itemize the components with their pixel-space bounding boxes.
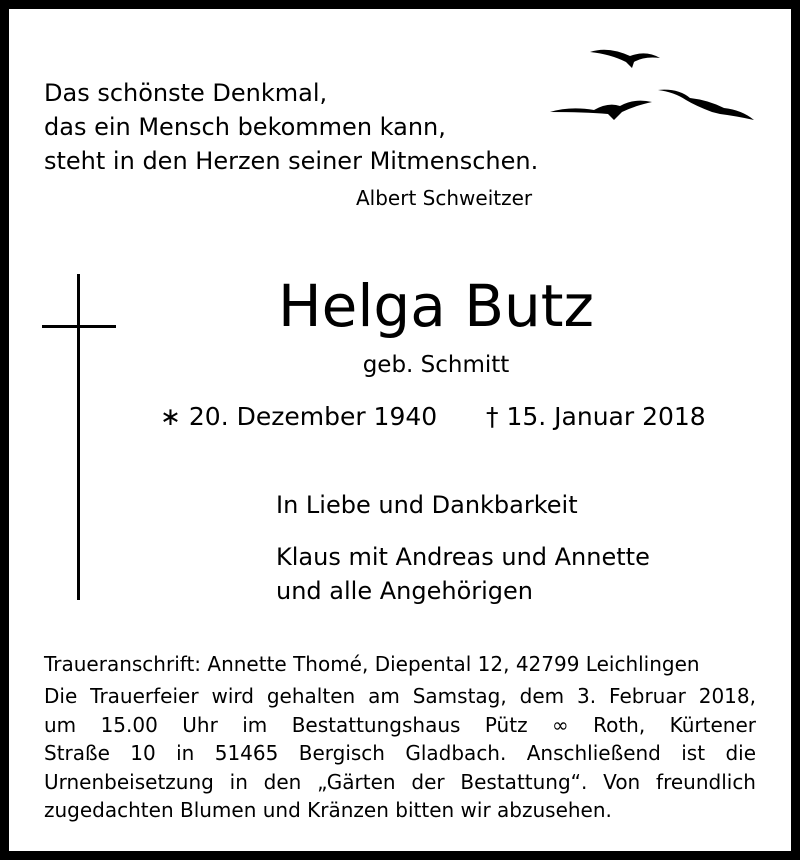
quote-line: Das schönste Denkmal,: [44, 79, 328, 107]
family-line: Klaus mit Andreas und Annette: [276, 543, 650, 571]
quote-line: steht in den Herzen seiner Mitmenschen.: [44, 147, 539, 175]
ceremony-line: um 15.00 Uhr im Bestattungshaus Pütz ∞ Roth, Kürtener: [44, 712, 756, 737]
ceremony-details: [44, 682, 756, 825]
bird-top: [590, 50, 660, 68]
quote: [44, 76, 538, 178]
deceased-name: Helga Butz: [278, 272, 594, 340]
quote-line: das ein Mensch bekommen kann,: [44, 113, 446, 141]
bird-left: [550, 101, 652, 120]
thanks-line: In Liebe und Dankbarkeit: [276, 491, 578, 519]
mourning-address: Traueranschrift: Annette Thomé, Diepental 12, 42799 Leichlingen: [44, 652, 700, 676]
birth-date: ∗ 20. Dezember 1940: [160, 402, 438, 431]
bird-right: [658, 90, 754, 120]
ceremony-line: Urnenbeisetzung in den „Gärten der Bestattung“. Von freundlich: [44, 769, 756, 794]
death-date: † 15. Januar 2018: [486, 402, 706, 431]
family-line: und alle Angehörigen: [276, 577, 533, 605]
quote-author: Albert Schweitzer: [356, 186, 533, 210]
flying-birds-icon: [548, 40, 758, 125]
ceremony-line: Straße 10 in 51465 Bergisch Gladbach. Anschließend ist die: [44, 741, 756, 765]
born-name: geb. Schmitt: [362, 352, 510, 378]
ceremony-line: Die Trauerfeier wird gehalten am Samstag, dem 3. Februar 2018,: [44, 684, 756, 708]
ceremony-line: zugedachten Blumen und Kränzen bitten wir abzusehen.: [44, 798, 612, 822]
